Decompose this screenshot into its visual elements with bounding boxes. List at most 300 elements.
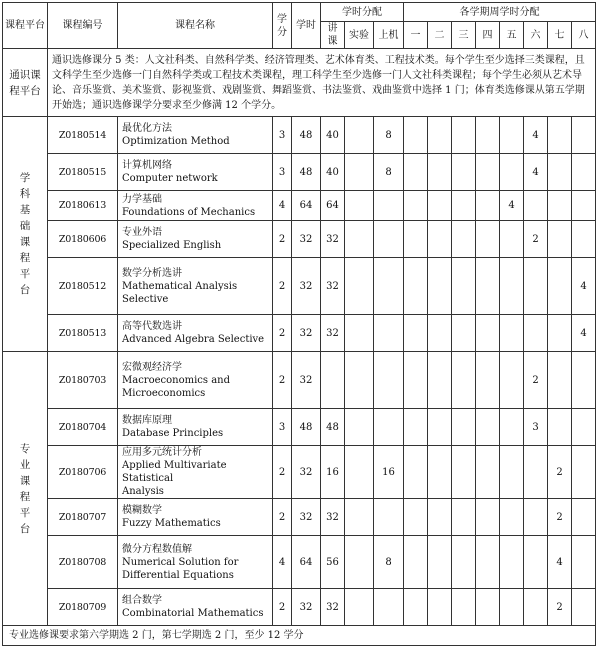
course-sem-6 xyxy=(524,117,548,154)
course-computer xyxy=(374,154,404,191)
course-sem-5 xyxy=(500,589,524,626)
course-sem-4 xyxy=(476,499,500,536)
course-credits-value: 4 xyxy=(278,556,286,568)
course-credits xyxy=(273,315,292,352)
course-sem-3 xyxy=(452,589,476,626)
course-sem-3 xyxy=(452,154,476,191)
table-header xyxy=(3,3,596,49)
course-hours-value: 32 xyxy=(299,601,313,613)
course-lab xyxy=(345,446,374,499)
course-sem-7 xyxy=(548,589,572,626)
basic-platform-label: 学 科 基 础 课 程 平 台 xyxy=(3,117,48,352)
course-credits xyxy=(273,191,292,221)
course-sem-8 xyxy=(572,191,596,221)
course-sem-7 xyxy=(548,191,572,221)
course-sem-1 xyxy=(404,315,428,352)
course-credits-value: 2 xyxy=(278,466,286,478)
header-sem-2: 二 xyxy=(428,22,452,49)
header-computer: 上机 xyxy=(374,22,404,49)
course-lecture-value: 32 xyxy=(326,280,339,292)
general-elective-notice: 通识选修课分 5 类：人文社科类、自然科学类、经济管理类、艺术体育类、工程技术类。每个学生至少选择三类课程，且文科学生至少选修一门自然科学类或工程技术类课程，理工科学生至少选修一门人文社科类课程；每个学生必须从艺术导论、音乐鉴赏、美术鉴赏、影视鉴赏、戏剧鉴赏、舞蹈鉴赏、书法鉴赏、戏曲鉴赏中选择 1 门；体育类选修课从第五学期开始选；通识选修课学分要求至少修满 12 个学分。 xyxy=(48,49,596,117)
course-hours xyxy=(292,536,321,589)
course-name xyxy=(118,315,273,352)
course-sem-7-value: 4 xyxy=(556,556,563,568)
course-sem-7-value: 2 xyxy=(556,601,563,613)
course-code xyxy=(48,446,118,499)
course-sem-4 xyxy=(476,446,500,499)
course-sem-7 xyxy=(548,409,572,446)
course-row xyxy=(3,191,596,221)
course-credits-value: 2 xyxy=(278,280,286,292)
course-row xyxy=(3,352,596,409)
course-name-en: Specialized English xyxy=(122,240,222,251)
course-sem-1 xyxy=(404,352,428,409)
course-sem-6 xyxy=(524,315,548,352)
course-name-cn: 高等代数选讲 xyxy=(122,321,182,332)
course-code-text: Z0180709 xyxy=(58,601,107,613)
course-row xyxy=(3,409,596,446)
course-credits-value: 2 xyxy=(278,601,286,613)
course-code xyxy=(48,221,118,258)
course-name-cn: 组合数学 xyxy=(122,595,162,606)
course-lab xyxy=(345,589,374,626)
course-sem-3 xyxy=(452,315,476,352)
course-sem-5 xyxy=(500,258,524,315)
course-name-cn: 力学基础 xyxy=(122,193,162,205)
course-lecture xyxy=(321,352,345,409)
header-sem-8: 八 xyxy=(572,22,596,49)
course-lab xyxy=(345,154,374,191)
course-hours-value: 32 xyxy=(299,466,313,478)
header-sem-4: 四 xyxy=(476,22,500,49)
course-sem-7-value: 2 xyxy=(556,511,563,523)
course-hours xyxy=(292,221,321,258)
course-sem-7 xyxy=(548,315,572,352)
course-sem-6 xyxy=(524,409,548,446)
course-hours-value: 48 xyxy=(299,166,313,178)
general-platform-label: 通识课程平台 xyxy=(3,49,48,117)
course-computer xyxy=(374,221,404,258)
course-lab xyxy=(345,221,374,258)
course-sem-1 xyxy=(404,191,428,221)
course-sem-1 xyxy=(404,154,428,191)
course-code xyxy=(48,117,118,154)
course-sem-7 xyxy=(548,117,572,154)
course-sem-6-value: 4 xyxy=(532,166,539,178)
course-sem-5 xyxy=(500,409,524,446)
course-name-cn: 微分方程数值解 xyxy=(122,543,192,555)
course-code-text: Z0180613 xyxy=(58,200,107,211)
course-sem-5-value: 4 xyxy=(508,200,515,211)
course-name-en: Advanced Algebra Selective xyxy=(122,334,265,345)
course-computer xyxy=(374,536,404,589)
course-lecture xyxy=(321,258,345,315)
course-credits xyxy=(273,221,292,258)
course-lab xyxy=(345,536,374,589)
course-hours-value: 48 xyxy=(299,129,313,141)
course-code xyxy=(48,352,118,409)
course-credits xyxy=(273,499,292,536)
course-computer xyxy=(374,499,404,536)
header-lab: 实验 xyxy=(345,22,374,49)
course-hours-value: 64 xyxy=(299,200,313,211)
course-name-cn: 计算机网络 xyxy=(122,160,172,171)
course-name xyxy=(118,154,273,191)
course-sem-5 xyxy=(500,446,524,499)
course-credits xyxy=(273,589,292,626)
course-credits xyxy=(273,409,292,446)
course-lab xyxy=(345,117,374,154)
course-lecture-value: 40 xyxy=(326,166,339,178)
general-section xyxy=(3,49,596,117)
header-sem-3: 三 xyxy=(452,22,476,49)
course-lecture xyxy=(321,536,345,589)
course-lecture-value: 32 xyxy=(326,233,339,245)
course-lecture xyxy=(321,589,345,626)
course-code xyxy=(48,536,118,589)
course-code xyxy=(48,589,118,626)
course-name-cn: 应用多元统计分析 xyxy=(122,447,202,458)
course-hours xyxy=(292,258,321,315)
course-hours-value: 32 xyxy=(299,280,313,292)
course-name-cn: 专业外语 xyxy=(122,227,162,238)
course-name xyxy=(118,221,273,258)
course-sem-2 xyxy=(428,154,452,191)
course-lab xyxy=(345,352,374,409)
header-lecture: 讲课 xyxy=(321,22,345,49)
course-lecture-value: 32 xyxy=(326,601,339,613)
header-sem-1: 一 xyxy=(404,22,428,49)
course-sem-3 xyxy=(452,352,476,409)
course-sem-8 xyxy=(572,589,596,626)
course-row xyxy=(3,446,596,499)
course-sem-1 xyxy=(404,536,428,589)
course-code-text: Z0180515 xyxy=(58,166,107,178)
course-credits-value: 2 xyxy=(278,511,286,523)
course-lecture xyxy=(321,409,345,446)
course-row xyxy=(3,258,596,315)
major-elective-requirement: 专业选修课要求第六学期选 2 门，第七学期选 2 门，至少 12 学分 xyxy=(3,626,596,646)
course-sem-8 xyxy=(572,221,596,258)
basic-section xyxy=(3,117,596,352)
course-credits xyxy=(273,352,292,409)
course-hours xyxy=(292,315,321,352)
course-name-en: Computer network xyxy=(122,173,218,184)
course-code xyxy=(48,315,118,352)
course-credits xyxy=(273,536,292,589)
course-sem-7 xyxy=(548,536,572,589)
course-name-en: Database Principles xyxy=(122,428,224,439)
course-sem-1 xyxy=(404,499,428,536)
course-name-en-cont: Analysis xyxy=(122,486,164,497)
course-code-text: Z0180514 xyxy=(58,129,107,141)
course-sem-4 xyxy=(476,191,500,221)
course-sem-6 xyxy=(524,154,548,191)
course-sem-5 xyxy=(500,352,524,409)
course-code-text: Z0180513 xyxy=(58,327,107,339)
course-sem-3 xyxy=(452,409,476,446)
course-sem-7 xyxy=(548,352,572,409)
course-credits xyxy=(273,446,292,499)
course-row xyxy=(3,499,596,536)
course-name-en: Macroeconomics and xyxy=(122,374,230,386)
course-credits xyxy=(273,117,292,154)
course-sem-5 xyxy=(500,221,524,258)
course-sem-3 xyxy=(452,258,476,315)
course-sem-8 xyxy=(572,446,596,499)
course-sem-1 xyxy=(404,589,428,626)
course-sem-2 xyxy=(428,589,452,626)
course-hours xyxy=(292,352,321,409)
course-credits-value: 3 xyxy=(278,421,286,433)
course-sem-3 xyxy=(452,191,476,221)
course-sem-6 xyxy=(524,589,548,626)
course-lecture xyxy=(321,315,345,352)
course-sem-1 xyxy=(404,446,428,499)
course-lecture-value: 32 xyxy=(326,511,339,523)
course-sem-2 xyxy=(428,315,452,352)
header-platform: 课程平台 xyxy=(3,3,48,49)
course-computer xyxy=(374,117,404,154)
course-sem-4 xyxy=(476,315,500,352)
course-sem-8 xyxy=(572,258,596,315)
course-sem-8 xyxy=(572,117,596,154)
course-lecture xyxy=(321,154,345,191)
course-credits xyxy=(273,258,292,315)
course-sem-7 xyxy=(548,221,572,258)
course-computer-value: 8 xyxy=(385,556,392,568)
course-computer xyxy=(374,315,404,352)
course-hours xyxy=(292,409,321,446)
course-sem-6-value: 2 xyxy=(532,233,539,245)
course-name-en: Numerical Solution for xyxy=(122,556,239,568)
course-sem-6 xyxy=(524,258,548,315)
header-hour-split: 学时分配 xyxy=(321,3,404,22)
course-name xyxy=(118,258,273,315)
course-name xyxy=(118,499,273,536)
course-name-en: Foundations of Mechanics xyxy=(122,206,256,218)
course-hours-value: 32 xyxy=(299,327,313,339)
course-computer xyxy=(374,191,404,221)
course-sem-6 xyxy=(524,536,548,589)
course-name-en-cont: Selective xyxy=(122,293,169,305)
course-computer xyxy=(374,409,404,446)
course-sem-2 xyxy=(428,499,452,536)
course-hours-value: 48 xyxy=(299,421,313,433)
course-lecture xyxy=(321,117,345,154)
course-sem-1 xyxy=(404,258,428,315)
course-code xyxy=(48,154,118,191)
course-code-text: Z0180606 xyxy=(58,233,107,245)
course-name xyxy=(118,536,273,589)
header-sem-6: 六 xyxy=(524,22,548,49)
course-sem-5 xyxy=(500,499,524,536)
course-computer-value: 8 xyxy=(385,166,392,178)
course-sem-1 xyxy=(404,221,428,258)
course-credits-value: 4 xyxy=(278,200,286,211)
course-name xyxy=(118,191,273,221)
course-sem-2 xyxy=(428,446,452,499)
course-sem-4 xyxy=(476,221,500,258)
course-code xyxy=(48,409,118,446)
course-sem-4 xyxy=(476,154,500,191)
course-sem-2 xyxy=(428,352,452,409)
course-code xyxy=(48,258,118,315)
course-computer-value: 16 xyxy=(382,466,395,478)
course-name xyxy=(118,446,273,499)
course-sem-2 xyxy=(428,191,452,221)
course-computer xyxy=(374,258,404,315)
header-sem-7: 七 xyxy=(548,22,572,49)
course-credits-value: 3 xyxy=(278,129,286,141)
course-row xyxy=(3,154,596,191)
course-credits-value: 2 xyxy=(278,327,286,339)
course-sem-8-value: 4 xyxy=(580,327,587,339)
course-sem-5 xyxy=(500,117,524,154)
header-sem-5: 五 xyxy=(500,22,524,49)
course-credits-value: 2 xyxy=(278,233,286,245)
course-sem-2 xyxy=(428,117,452,154)
course-sem-1 xyxy=(404,409,428,446)
course-hours xyxy=(292,154,321,191)
header-code: 课程编号 xyxy=(48,3,118,49)
course-hours xyxy=(292,589,321,626)
course-sem-2 xyxy=(428,409,452,446)
course-code-text: Z0180706 xyxy=(58,466,107,478)
footer-section xyxy=(3,626,596,646)
course-lecture-value: 64 xyxy=(326,200,339,211)
course-sem-5 xyxy=(500,191,524,221)
course-sem-3 xyxy=(452,499,476,536)
course-sem-8 xyxy=(572,154,596,191)
course-hours xyxy=(292,499,321,536)
course-sem-6 xyxy=(524,191,548,221)
course-sem-4 xyxy=(476,536,500,589)
course-sem-6-value: 3 xyxy=(532,421,539,433)
course-code-text: Z0180707 xyxy=(58,511,107,523)
course-lecture-value: 16 xyxy=(326,466,339,478)
course-row xyxy=(3,536,596,589)
course-sem-4 xyxy=(476,589,500,626)
course-credits-value: 3 xyxy=(278,166,286,178)
course-credits xyxy=(273,154,292,191)
course-sem-6 xyxy=(524,221,548,258)
course-sem-5 xyxy=(500,154,524,191)
course-name-en: Optimization Method xyxy=(122,136,230,147)
course-hours-value: 32 xyxy=(299,233,313,245)
course-sem-2 xyxy=(428,258,452,315)
course-sem-6-value: 4 xyxy=(532,129,539,141)
course-lecture xyxy=(321,446,345,499)
course-sem-5 xyxy=(500,315,524,352)
course-sem-7 xyxy=(548,446,572,499)
course-row xyxy=(3,117,596,154)
course-name xyxy=(118,409,273,446)
course-sem-8 xyxy=(572,315,596,352)
course-computer-value: 8 xyxy=(385,129,392,141)
major-section xyxy=(3,352,596,626)
course-sem-4 xyxy=(476,117,500,154)
course-row xyxy=(3,221,596,258)
course-sem-4 xyxy=(476,352,500,409)
course-sem-3 xyxy=(452,446,476,499)
course-lecture-value: 48 xyxy=(326,421,339,433)
course-code-text: Z0180708 xyxy=(58,556,107,568)
course-name-cn: 最优化方法 xyxy=(122,123,172,134)
course-name-cn: 宏微观经济学 xyxy=(122,361,182,373)
course-hours-value: 32 xyxy=(299,374,313,386)
course-credits-value: 2 xyxy=(278,374,286,386)
course-sem-7 xyxy=(548,154,572,191)
course-sem-6-value: 2 xyxy=(532,374,539,386)
course-sem-7 xyxy=(548,258,572,315)
course-name-en: Mathematical Analysis xyxy=(122,280,238,292)
course-hours-value: 32 xyxy=(299,511,313,523)
course-sem-7-value: 2 xyxy=(556,466,563,478)
curriculum-table xyxy=(2,2,596,646)
course-lecture xyxy=(321,191,345,221)
course-sem-1 xyxy=(404,117,428,154)
course-lecture xyxy=(321,499,345,536)
major-platform-label: 专 业 课 程 平 台 xyxy=(3,352,48,626)
course-sem-3 xyxy=(452,221,476,258)
course-hours xyxy=(292,446,321,499)
course-lab xyxy=(345,315,374,352)
course-name-en-cont: Differential Equations xyxy=(122,569,234,581)
course-name xyxy=(118,352,273,409)
course-name-en: Fuzzy Mathematics xyxy=(122,518,221,529)
course-lab xyxy=(345,409,374,446)
course-name-en-cont: Microeconomics xyxy=(122,387,206,399)
course-code-text: Z0180703 xyxy=(58,374,107,386)
course-lecture xyxy=(321,221,345,258)
course-sem-6 xyxy=(524,446,548,499)
course-lab xyxy=(345,499,374,536)
course-lab xyxy=(345,258,374,315)
course-name-cn: 数学分析选讲 xyxy=(122,267,182,279)
course-sem-8 xyxy=(572,409,596,446)
course-sem-4 xyxy=(476,258,500,315)
course-computer xyxy=(374,352,404,409)
course-sem-6 xyxy=(524,499,548,536)
course-name-en: Applied Multivariate Statistical xyxy=(122,460,227,484)
course-sem-8 xyxy=(572,536,596,589)
course-computer xyxy=(374,446,404,499)
course-row xyxy=(3,315,596,352)
course-lecture-value: 32 xyxy=(326,327,339,339)
course-code xyxy=(48,191,118,221)
course-row xyxy=(3,589,596,626)
course-sem-6 xyxy=(524,352,548,409)
course-name xyxy=(118,117,273,154)
course-sem-4 xyxy=(476,409,500,446)
course-sem-8 xyxy=(572,352,596,409)
course-code xyxy=(48,499,118,536)
course-lecture-value: 56 xyxy=(326,556,339,568)
course-name-en: Combinatorial Mathematics xyxy=(122,608,264,619)
course-code-text: Z0180512 xyxy=(58,280,107,292)
course-sem-3 xyxy=(452,536,476,589)
course-name-cn: 数据库原理 xyxy=(122,415,172,426)
course-sem-3 xyxy=(452,117,476,154)
course-lab xyxy=(345,191,374,221)
course-hours xyxy=(292,191,321,221)
course-computer xyxy=(374,589,404,626)
header-weekly: 各学期周学时分配 xyxy=(404,3,596,22)
course-name xyxy=(118,589,273,626)
header-hours: 学时 xyxy=(292,3,321,49)
course-name-cn: 模糊数学 xyxy=(122,505,162,516)
